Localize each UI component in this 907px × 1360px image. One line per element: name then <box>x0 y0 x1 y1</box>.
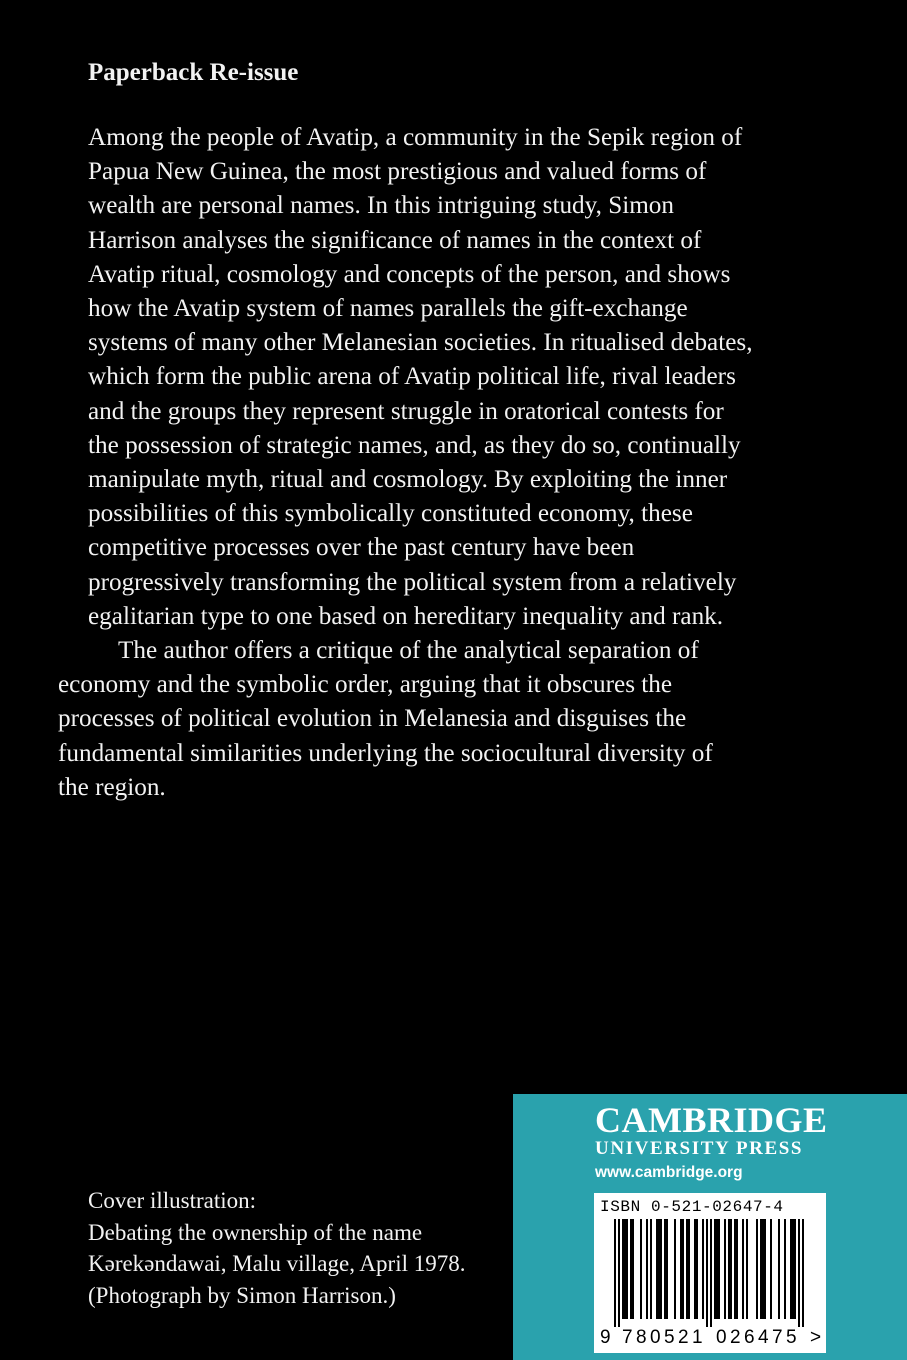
barcode-bar <box>682 1219 684 1319</box>
barcode-bar <box>778 1219 780 1319</box>
barcode-bar <box>656 1219 658 1319</box>
ean-digit: 6 <box>744 1327 755 1348</box>
barcode-bar <box>728 1219 730 1319</box>
barcode-bar <box>792 1219 794 1319</box>
caption-line: (Photograph by Simon Harrison.) <box>88 1282 396 1308</box>
blurb-line: fundamental similarities underlying the sociocultural diversity of <box>58 739 713 767</box>
barcode-guard-bar <box>798 1219 800 1327</box>
barcode-panel <box>594 1193 826 1353</box>
caption-line: Debating the ownership of the name <box>88 1219 423 1245</box>
caption-line: Cover illustration: <box>88 1188 257 1213</box>
barcode-bar <box>660 1219 662 1319</box>
blurb-line: The author offers a critique of the analytical separation of <box>118 637 699 665</box>
barcode-bar <box>696 1219 698 1319</box>
barcode-bar <box>724 1219 726 1319</box>
blurb-line: Among the people of Avatip, a community in the Sepik region of <box>88 124 743 151</box>
blurb-line: Avatip ritual, cosmology and concepts of the person, and shows <box>88 260 731 288</box>
barcode-bar <box>622 1219 624 1319</box>
barcode-bar <box>790 1219 792 1319</box>
barcode-bar <box>716 1219 718 1319</box>
barcode-bar <box>640 1219 642 1319</box>
ean-digit: 5 <box>664 1327 675 1348</box>
barcode-bar <box>736 1219 738 1319</box>
blurb-line: possibilities of this symbolically constituted economy, these <box>88 500 693 528</box>
barcode-bar <box>686 1219 688 1319</box>
description-paragraph-2 <box>58 634 830 805</box>
barcode-bar <box>630 1219 632 1319</box>
barcode-bar <box>650 1219 652 1319</box>
barcode-bar <box>718 1219 720 1319</box>
barcode-guard-bar <box>710 1219 712 1327</box>
ean-digit: 0 <box>716 1327 727 1348</box>
barcode-bar <box>730 1219 732 1319</box>
barcode-bar <box>714 1219 716 1319</box>
barcode-bar <box>764 1219 766 1319</box>
edition-heading: Paperback Re-issue <box>88 59 299 86</box>
barcode-bar <box>632 1219 634 1319</box>
barcode-guard-bar <box>614 1219 616 1327</box>
publisher-name: CAMBRIDGE <box>595 1100 828 1140</box>
barcode-bar <box>688 1219 690 1319</box>
barcode-bar <box>626 1219 628 1319</box>
publisher-url: www.cambridge.org <box>595 1164 743 1181</box>
barcode-bar <box>624 1219 626 1319</box>
barcode-bar <box>658 1219 660 1319</box>
barcode-bar <box>680 1219 682 1319</box>
blurb-line: which form the public arena of Avatip political life, rival leaders <box>88 363 736 391</box>
ean-digits <box>594 1327 826 1349</box>
ean-end-marker: > <box>810 1327 822 1348</box>
blurb-line: and the groups they represent struggle in oratorical contests for <box>88 397 724 425</box>
barcode-bar <box>784 1219 786 1319</box>
barcode-guard-bar <box>706 1219 708 1327</box>
blurb-line: systems of many other Melanesian societies. In ritualised debates, <box>88 329 753 357</box>
blurb-line: processes of political evolution in Melanesia and disguises the <box>58 705 687 733</box>
barcode-bar <box>646 1219 648 1319</box>
ean-digit: 2 <box>730 1327 741 1348</box>
blurb-line: Harrison analyses the significance of names in the context of <box>88 226 702 254</box>
barcode-bar <box>762 1219 764 1319</box>
blurb-line: progressively transforming the political system from a relatively <box>88 568 737 596</box>
barcode-bar <box>742 1219 744 1319</box>
ean-digit: 9 <box>600 1327 611 1348</box>
ean-digit: 5 <box>786 1327 797 1348</box>
barcode-bar <box>770 1219 772 1319</box>
barcode-guard-bar <box>618 1219 620 1327</box>
barcode-bar <box>674 1219 676 1319</box>
description-paragraph-1 <box>88 121 830 634</box>
barcode-bar <box>794 1219 796 1319</box>
ean-digit: 7 <box>772 1327 783 1348</box>
barcode-bar <box>746 1219 748 1319</box>
blurb-line: Papua New Guinea, the most prestigious and valued forms of <box>88 158 707 186</box>
ean-digit: 7 <box>622 1327 633 1348</box>
publisher-panel <box>513 1094 907 1360</box>
publisher-subtitle: UNIVERSITY PRESS <box>595 1138 804 1159</box>
description-blurb <box>58 121 830 805</box>
barcode-bar <box>702 1219 704 1319</box>
ean-digit: 2 <box>678 1327 689 1348</box>
barcode-bar <box>666 1219 668 1319</box>
blurb-line: egalitarian type to one based on hereditary inequality and rank. <box>88 602 724 630</box>
cover-illustration-caption <box>88 1185 498 1311</box>
barcode-guard-bar <box>802 1219 804 1327</box>
barcode-bar <box>760 1219 762 1319</box>
blurb-line: manipulate myth, ritual and cosmology. By exploiting the inner <box>88 466 728 494</box>
ean-digit: 1 <box>692 1327 703 1348</box>
isbn-label: ISBN 0-521-02647-4 <box>600 1198 784 1216</box>
barcode-bar <box>664 1219 666 1319</box>
ean-digit: 8 <box>636 1327 647 1348</box>
blurb-line: economy and the symbolic order, arguing that it obscures the <box>58 671 673 699</box>
barcode-bar <box>694 1219 696 1319</box>
barcode-bar <box>734 1219 736 1319</box>
barcode-bar <box>756 1219 758 1319</box>
caption-line: Kərekəndawai, Malu village, April 1978. <box>88 1251 466 1276</box>
blurb-line: the region. <box>58 773 166 801</box>
blurb-line: wealth are personal names. In this intriguing study, Simon <box>88 192 674 220</box>
blurb-line: competitive processes over the past century have been <box>88 534 635 562</box>
ean-digit: 0 <box>650 1327 661 1348</box>
ean-digit: 4 <box>758 1327 769 1348</box>
blurb-line: the possession of strategic names, and, as they do so, continually <box>88 431 741 459</box>
barcode-graphic <box>594 1219 826 1327</box>
blurb-line: how the Avatip system of names parallels the gift-exchange <box>88 295 688 323</box>
